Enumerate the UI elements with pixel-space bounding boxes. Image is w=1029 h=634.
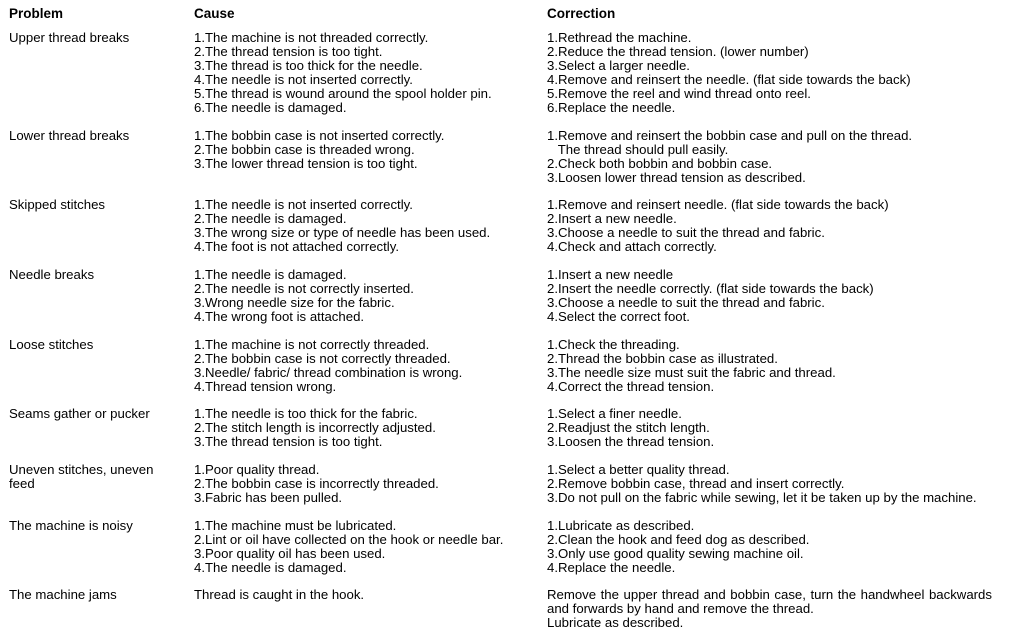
cause-line: 1.The machine is not threaded correctly. <box>194 30 429 45</box>
correction-line: 2.Insert a new needle. <box>547 211 677 226</box>
problem-line: Needle breaks <box>9 267 95 282</box>
problem-cell <box>9 129 179 143</box>
correction-line: 2.Thread the bobbin case as illustrated. <box>547 351 778 366</box>
problem-line: The machine is noisy <box>9 518 133 533</box>
correction-line: 4.Correct the thread tension. <box>547 379 715 394</box>
correction-cell <box>547 198 992 254</box>
correction-line: The thread should pull easily. <box>547 142 729 157</box>
correction-line: 1.Remove and reinsert needle. (flat side towards the back) <box>547 197 889 212</box>
cause-cell <box>194 463 534 505</box>
correction-line: 4.Remove and reinsert the needle. (flat side towards the back) <box>547 72 911 87</box>
correction-cell <box>547 268 992 324</box>
correction-line: 3.Select a larger needle. <box>547 58 690 73</box>
cause-line: 2.The stitch length is incorrectly adjusted. <box>194 420 436 435</box>
cause-line: 3.Poor quality oil has been used. <box>194 546 386 561</box>
cause-line: 2.The bobbin case is threaded wrong. <box>194 142 415 157</box>
cause-cell <box>194 129 534 171</box>
correction-line: 2.Clean the hook and feed dog as described. <box>547 532 810 547</box>
cause-line: 1.The needle is not inserted correctly. <box>194 197 413 212</box>
cause-line: 2.The needle is not correctly inserted. <box>194 281 414 296</box>
cause-line: 1.The needle is damaged. <box>194 267 347 282</box>
correction-line: 5.Remove the reel and wind thread onto reel. <box>547 86 811 101</box>
correction-line: 3.Loosen lower thread tension as described. <box>547 170 806 185</box>
problem-cell <box>9 268 179 282</box>
cause-line: 2.Lint or oil have collected on the hook or needle bar. <box>194 532 504 547</box>
cause-cell <box>194 268 534 324</box>
cause-cell <box>194 31 534 115</box>
correction-line: 1.Lubricate as described. <box>547 518 695 533</box>
cause-line: 1.The bobbin case is not inserted correctly. <box>194 128 445 143</box>
problem-line: Uneven stitches, uneven <box>9 462 154 477</box>
correction-line: 1.Check the threading. <box>547 337 680 352</box>
correction-line: 1.Rethread the machine. <box>547 30 692 45</box>
cause-line: 2.The needle is damaged. <box>194 211 347 226</box>
cause-line: 2.The bobbin case is not correctly threaded. <box>194 351 451 366</box>
cause-line: Thread is caught in the hook. <box>194 587 365 602</box>
problem-line: Seams gather or pucker <box>9 406 150 421</box>
cause-cell <box>194 407 534 449</box>
correction-line: 2.Insert the needle correctly. (flat side towards the back) <box>547 281 874 296</box>
cause-line: 4.The foot is not attached correctly. <box>194 239 399 254</box>
problem-cell <box>9 198 179 212</box>
cause-line: 2.The thread tension is too tight. <box>194 44 383 59</box>
cause-line: 4.Thread tension wrong. <box>194 379 337 394</box>
cause-line: 3.Needle/ fabric/ thread combination is wrong. <box>194 365 463 380</box>
correction-line: 6.Replace the needle. <box>547 100 676 115</box>
cause-line: 3.Fabric has been pulled. <box>194 490 343 505</box>
correction-line: 4.Check and attach correctly. <box>547 239 717 254</box>
correction-line: Lubricate as described. <box>547 615 684 630</box>
problem-line: The machine jams <box>9 587 117 602</box>
correction-line: 1.Insert a new needle <box>547 267 674 282</box>
correction-line: 3.The needle size must suit the fabric and thread. <box>547 365 836 380</box>
problem-line: Skipped stitches <box>9 197 106 212</box>
correction-line: 4.Replace the needle. <box>547 560 676 575</box>
correction-line: 3.Choose a needle to suit the thread and fabric. <box>547 225 825 240</box>
correction-line: 4.Select the correct foot. <box>547 309 690 324</box>
correction-cell <box>547 519 992 575</box>
correction-line: 1.Remove and reinsert the bobbin case and pull on the thread. <box>547 128 913 143</box>
correction-line: 2.Readjust the stitch length. <box>547 420 710 435</box>
cause-line: 3.The thread tension is too tight. <box>194 434 383 449</box>
problem-cell <box>9 588 179 602</box>
correction-cell <box>547 129 992 185</box>
correction-line: 3.Do not pull on the fabric while sewing, let it be taken up by the machine. <box>547 490 977 505</box>
cause-cell <box>194 198 534 254</box>
header-problem: Problem <box>9 6 64 21</box>
correction-line: 2.Reduce the thread tension. (lower number) <box>547 44 809 59</box>
cause-line: 4.The wrong foot is attached. <box>194 309 365 324</box>
cause-line: 4.The needle is not inserted correctly. <box>194 72 413 87</box>
problem-cell <box>9 519 179 533</box>
correction-line: 2.Check both bobbin and bobbin case. <box>547 156 773 171</box>
cause-line: 1.The machine is not correctly threaded. <box>194 337 430 352</box>
correction-line: 3.Loosen the thread tension. <box>547 434 715 449</box>
cause-line: 1.The needle is too thick for the fabric. <box>194 406 418 421</box>
cause-line: 1.Poor quality thread. <box>194 462 320 477</box>
cause-line: 2.The bobbin case is incorrectly threaded. <box>194 476 439 491</box>
cause-line: 3.The lower thread tension is too tight. <box>194 156 418 171</box>
cause-cell <box>194 338 534 394</box>
correction-cell <box>547 463 992 505</box>
problem-line: Lower thread breaks <box>9 128 130 143</box>
problem-cell <box>9 31 179 45</box>
correction-cell <box>547 588 992 630</box>
cause-line: 5.The thread is wound around the spool holder pin. <box>194 86 492 101</box>
problem-cell <box>9 338 179 352</box>
correction-paragraph: Remove the upper thread and bobbin case, turn the handwheel backwards and forwards by hand and remove the thread. <box>547 587 992 616</box>
correction-cell <box>547 31 992 115</box>
problem-cell <box>9 463 179 491</box>
cause-cell <box>194 519 534 575</box>
problem-cell <box>9 407 179 421</box>
cause-line: 3.Wrong needle size for the fabric. <box>194 295 395 310</box>
correction-line: 3.Only use good quality sewing machine oil. <box>547 546 804 561</box>
problem-line: Loose stitches <box>9 337 94 352</box>
problem-line: Upper thread breaks <box>9 30 130 45</box>
cause-line: 6.The needle is damaged. <box>194 100 347 115</box>
correction-cell <box>547 338 992 394</box>
header-correction: Correction <box>547 6 616 21</box>
correction-line: 3.Choose a needle to suit the thread and fabric. <box>547 295 825 310</box>
correction-line: 1.Select a better quality thread. <box>547 462 730 477</box>
cause-line: 3.The wrong size or type of needle has been used. <box>194 225 491 240</box>
correction-cell <box>547 407 992 449</box>
cause-cell <box>194 588 534 602</box>
cause-line: 1.The machine must be lubricated. <box>194 518 397 533</box>
cause-line: 3.The thread is too thick for the needle. <box>194 58 423 73</box>
cause-line: 4.The needle is damaged. <box>194 560 347 575</box>
correction-line: 2.Remove bobbin case, thread and insert correctly. <box>547 476 845 491</box>
correction-line: 1.Select a finer needle. <box>547 406 682 421</box>
header-cause: Cause <box>194 6 235 21</box>
problem-line: feed <box>9 476 35 491</box>
